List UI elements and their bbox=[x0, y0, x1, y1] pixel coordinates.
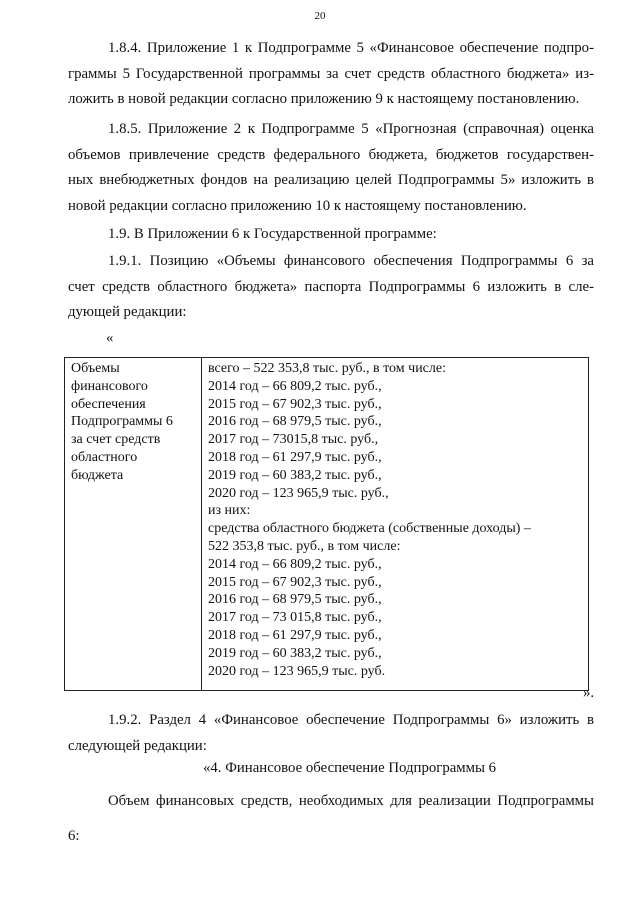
text-line: 1.8.5. Приложение 2 к Подпрограмме 5 «Прогнозная (справочная) оценка bbox=[108, 121, 594, 137]
text-line: ных внебюджетных фондов на реализацию целей Подпрограммы 5» изложить в bbox=[68, 172, 594, 188]
paragraph-1-9 bbox=[68, 222, 594, 248]
value-line: из них: bbox=[208, 503, 251, 519]
text-line: следующей редакции: bbox=[68, 737, 207, 754]
value-line: 2017 год – 73 015,8 тыс. руб., bbox=[208, 610, 382, 626]
value-line: 2016 год – 68 979,5 тыс. руб., bbox=[208, 592, 382, 608]
value-line: 2020 год – 123 965,9 тыс. руб., bbox=[208, 485, 389, 501]
value-line: 2015 год – 67 902,3 тыс. руб., bbox=[208, 574, 382, 590]
page-number: 20 bbox=[314, 10, 326, 22]
value-line: средства областного бюджета (собственные доходы) – bbox=[208, 521, 531, 537]
text-line: граммы 5 Государственной программы за счет средств областного бюджета» из- bbox=[68, 65, 594, 82]
text-line: 6: bbox=[68, 827, 80, 844]
label-line: областного bbox=[71, 449, 138, 465]
text-line: счет средств областного бюджета» паспорта Подпрограммы 6 изложить в сле- bbox=[68, 278, 594, 295]
label-line: за счет средств bbox=[71, 432, 161, 448]
table-row bbox=[65, 358, 589, 691]
opening-quote: « bbox=[106, 330, 114, 346]
value-line: 2018 год – 61 297,9 тыс. руб., bbox=[208, 449, 382, 465]
text-line: 1.8.4. Приложение 1 к Подпрограмме 5 «Финансовое обеспечение подпро- bbox=[108, 40, 594, 56]
value-line: 2019 год – 60 383,2 тыс. руб., bbox=[208, 645, 382, 661]
paragraph-1-9-1 bbox=[68, 249, 594, 326]
text-line: новой редакции согласно приложению 10 к настоящему постановлению. bbox=[68, 197, 527, 214]
text-line: Объем финансовых средств, необходимых для реализации Подпрограммы bbox=[108, 793, 594, 809]
table-value-cell bbox=[202, 358, 589, 691]
value-line: 2017 год – 73015,8 тыс. руб., bbox=[208, 432, 379, 448]
value-line: 2015 год – 67 902,3 тыс. руб., bbox=[208, 396, 382, 412]
value-line: 2014 год – 66 809,2 тыс. руб., bbox=[208, 556, 382, 572]
label-line: Подпрограммы 6 bbox=[71, 414, 173, 430]
text-line: 1.9.1. Позицию «Объемы финансового обеспечения Подпрограммы 6 за bbox=[108, 253, 594, 269]
paragraph-1-8-5 bbox=[68, 117, 594, 219]
label-line: обеспечения bbox=[71, 396, 146, 412]
value-line: 2014 год – 66 809,2 тыс. руб., bbox=[208, 378, 382, 394]
closing-quote: ». bbox=[583, 685, 595, 701]
label-line: финансового bbox=[71, 378, 148, 394]
text-line: объемов привлечение средств федерального бюджета, бюджетов государствен- bbox=[68, 146, 594, 163]
text-line: ложить в новой редакции согласно приложению 9 к настоящему постановлению. bbox=[68, 91, 580, 107]
value-line: всего – 522 353,8 тыс. руб., в том числе: bbox=[208, 361, 446, 376]
table-label-cell bbox=[65, 358, 202, 691]
text-line: 1.9.2. Раздел 4 «Финансовое обеспечение Подпрограммы 6» изложить в bbox=[108, 712, 594, 728]
label-line: бюджета bbox=[71, 467, 124, 483]
text-line: 1.9. В Приложении 6 к Государственной программе: bbox=[108, 226, 437, 242]
value-line: 522 353,8 тыс. руб., в том числе: bbox=[208, 538, 401, 554]
paragraph-1-8-4 bbox=[68, 36, 594, 113]
paragraph-1-9-2 bbox=[68, 708, 594, 759]
paragraph-volume bbox=[68, 789, 594, 849]
value-line: 2019 год – 60 383,2 тыс. руб., bbox=[208, 467, 382, 483]
text-line: дующей редакции: bbox=[68, 304, 187, 320]
value-line: 2018 год – 61 297,9 тыс. руб., bbox=[208, 627, 382, 643]
label-line: Объемы bbox=[71, 361, 120, 376]
value-line: 2020 год – 123 965,9 тыс. руб. bbox=[208, 663, 386, 679]
section-heading: «4. Финансовое обеспечение Подпрограммы 6 bbox=[203, 760, 497, 776]
value-line: 2016 год – 68 979,5 тыс. руб., bbox=[208, 414, 382, 430]
financing-table bbox=[64, 357, 589, 691]
